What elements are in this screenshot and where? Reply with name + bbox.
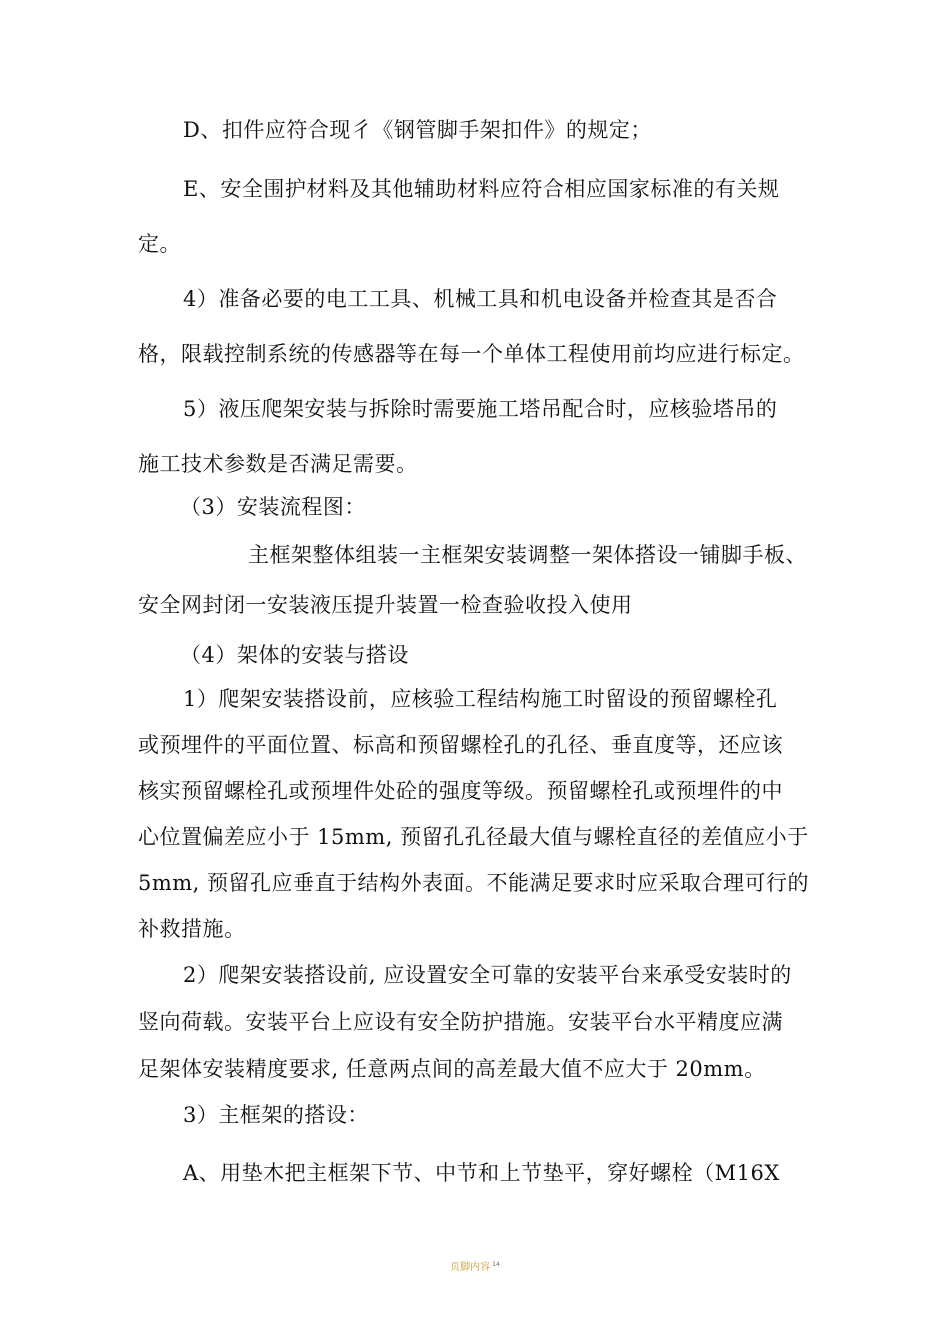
paragraph-item-4 — [138, 272, 818, 382]
paragraph-d — [183, 103, 863, 158]
text-line: 1）爬架安装搭设前，应核验工程结构施工时留设的预留螺栓孔 — [183, 687, 778, 711]
paragraph-item-1 — [138, 676, 818, 952]
text-line: 3）主框架的搭设： — [183, 1103, 369, 1127]
text-line: 竖向荷载。安装平台上应设有安全防护措施。安装平台水平精度应满 — [138, 1010, 783, 1034]
footer-text: 页脚内容 — [450, 1262, 491, 1273]
text-line: 核实预留螺栓孔或预埋件处砼的强度等级。预留螺栓孔或预埋件的中 — [138, 779, 783, 803]
text-line: 施工技术参数是否满足需要。 — [138, 452, 418, 476]
text-line: （3）安装流程图： — [180, 495, 366, 519]
text-line: 足架体安装精度要求, 任意两点间的高差最大值不应大于 20mm。 — [138, 1057, 766, 1081]
text-line: 5mm, 预留孔应垂直于结构外表面。不能满足要求时应采取合理可行的 — [138, 871, 810, 895]
text-line: A、用垫木把主框架下节、中节和上节垫平，穿好螺栓（M16X — [183, 1161, 780, 1185]
section-heading-3 — [180, 480, 860, 535]
text-line: 格，限载控制系统的传感器等在每一个单体工程使用前均应进行标定。 — [138, 342, 805, 366]
paragraph-a — [183, 1146, 863, 1201]
text-line: 4）准备必要的电工工具、机械工具和机电设备并检查其是否合 — [183, 287, 778, 311]
text-line: （4）架体的安装与搭设 — [180, 643, 409, 667]
text-line: 安全网封闭一安装液压提升装置一检查验收投入使用 — [138, 593, 633, 617]
text-line: 心位置偏差应小于 15mm, 预留孔孔径最大值与螺栓直径的差值应小于 — [138, 825, 809, 849]
section-heading-4 — [180, 628, 860, 683]
paragraph-e — [138, 162, 818, 272]
text-line: 补救措施。 — [138, 917, 246, 941]
text-line: D、扣件应符合现彳《钢管脚手架扣件》的规定； — [183, 118, 652, 142]
paragraph-item-5 — [138, 382, 818, 492]
text-line: 主框架整体组装一主框架安装调整一架体搭设一铺脚手板、 — [248, 543, 807, 567]
paragraph-item-3 — [183, 1088, 863, 1143]
paragraph-item-2 — [138, 952, 818, 1093]
text-line: 2）爬架安装搭设前, 应设置安全可靠的安装平台来承受安装时的 — [183, 963, 792, 987]
page-number: 14 — [492, 1260, 500, 1268]
text-line: 定。 — [138, 232, 181, 256]
page-footer — [0, 1258, 950, 1273]
text-line: 或预埋件的平面位置、标高和预留螺栓孔的孔径、垂直度等，还应该 — [138, 733, 783, 757]
text-line: 5）液压爬架安装与拆除时需要施工塔吊配合时，应核验塔吊的 — [183, 397, 778, 421]
text-line: E、安全围护材料及其他辅助材料应符合相应国家标准的有关规 — [183, 177, 780, 201]
paragraph-flow — [138, 530, 818, 630]
